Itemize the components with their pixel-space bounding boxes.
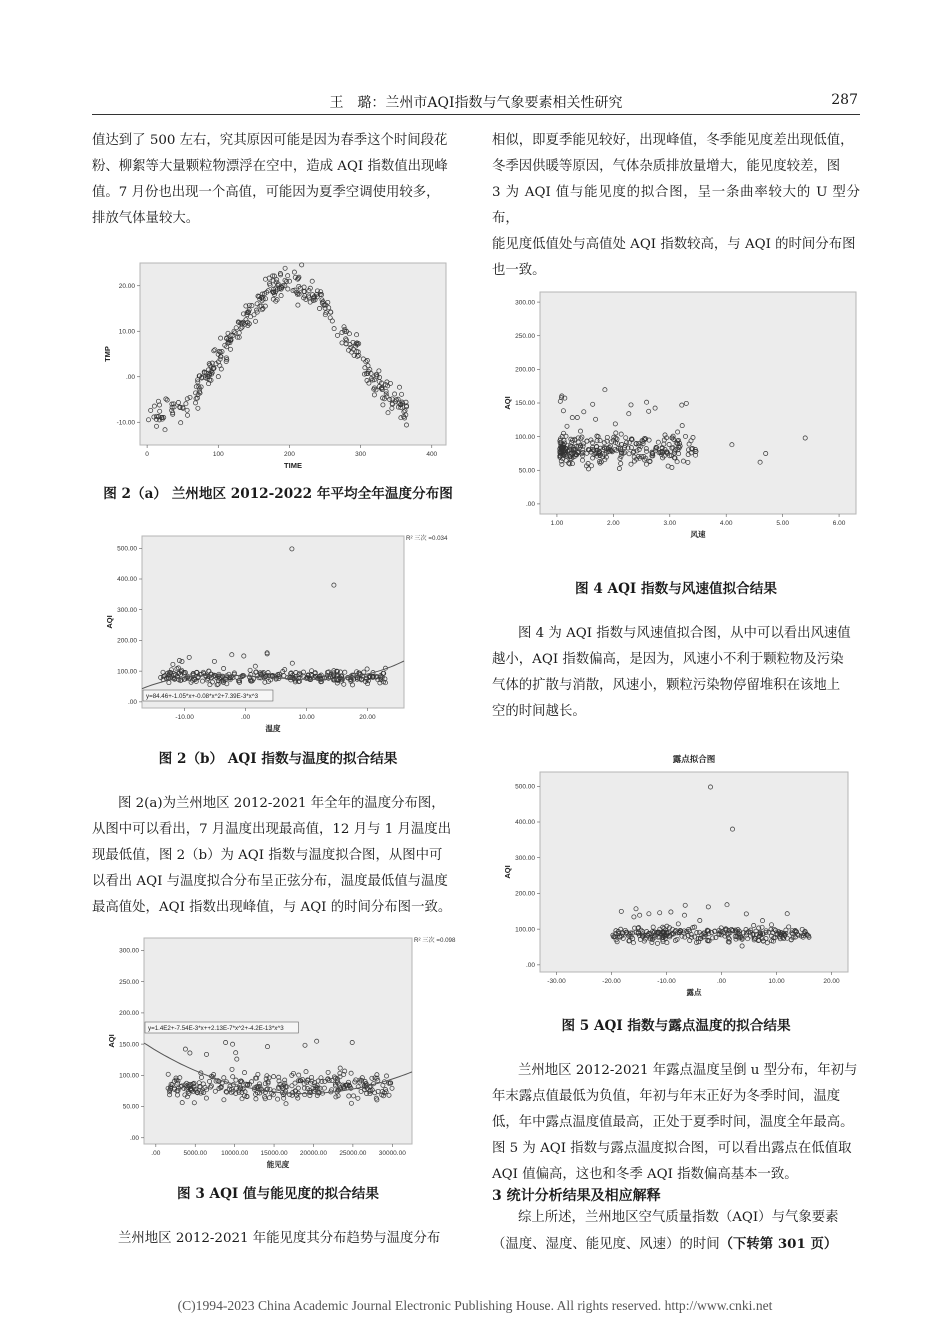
x-tick-label: 30000.00	[378, 1150, 406, 1157]
y-tick-label: 100.00	[119, 1072, 139, 1080]
x-axis-label: 风速	[690, 530, 706, 539]
x-tick-label: -10.00	[175, 714, 194, 721]
plot-area	[540, 292, 856, 514]
y-tick-label: 300.00	[117, 606, 137, 614]
y-axis-label: AQI	[503, 396, 512, 410]
right-paragraph-3	[492, 1058, 860, 1188]
text-line: 综上所述，兰州地区空气质量指数（AQI）与气象要素	[518, 1210, 839, 1225]
r-squared-label: R² 三次 =0.098	[414, 937, 456, 944]
text-line: 空的时间越长。	[492, 704, 586, 719]
y-tick-label: .00	[125, 373, 135, 381]
plot-area	[540, 772, 848, 972]
x-tick-label: -30.00	[547, 978, 566, 985]
y-tick-label: .00	[127, 699, 137, 707]
figure-5-plot	[503, 754, 848, 997]
figure-2a-caption: 图 2（a） 兰州地区 2012-2022 年平均全年温度分布图	[103, 486, 453, 502]
y-tick-label: .00	[129, 1134, 139, 1142]
x-axis-label: TIME	[284, 461, 302, 470]
y-tick-label: 300.00	[119, 947, 139, 955]
page-number: 287	[831, 92, 858, 108]
x-tick-label: 1.00	[550, 520, 564, 527]
text-line: 排放气体量较大。	[92, 211, 200, 226]
y-tick-label: 200.00	[119, 1010, 139, 1018]
figure-3-caption: 图 3 AQI 值与能见度的拟合结果	[177, 1186, 379, 1202]
text-line: 粉、柳絮等大量颗粒物漂浮在空中，造成 AQI 指数值出现峰	[92, 159, 448, 174]
left-paragraph-2	[92, 791, 464, 921]
figure-2b-plot	[105, 534, 448, 733]
y-tick-label: -10.00	[116, 419, 135, 427]
y-tick-label: 150.00	[119, 1041, 139, 1049]
right-paragraph-1	[492, 128, 860, 284]
y-tick-label: 50.00	[122, 1103, 139, 1111]
x-tick-label: 4.00	[719, 520, 733, 527]
y-tick-label: 500.00	[515, 783, 535, 791]
x-tick-label: 6.00	[832, 520, 846, 527]
y-tick-label: 500.00	[117, 545, 137, 553]
y-tick-label: 400.00	[117, 576, 137, 584]
x-tick-label: 0	[145, 451, 149, 458]
x-tick-label: 400	[426, 451, 438, 458]
running-title: 王 璐：兰州市AQI指数与气象要素相关性研究	[329, 95, 623, 111]
text-line: 图 5 为 AQI 指数与露点温度拟合图，可以看出露点在低值取	[492, 1141, 852, 1156]
y-axis-label: TMP	[103, 346, 112, 362]
x-tick-label: 10000.00	[221, 1150, 249, 1157]
y-tick-label: 50.00	[518, 467, 535, 475]
chart-title: 露点拟合图	[672, 754, 716, 764]
text-line: 值。7 月份也出现一个高值，可能因为夏季空调使用较多，	[92, 185, 440, 200]
text-line: 越小，AQI 指数偏高，是因为，风速小不利于颗粒物及污染	[492, 652, 844, 667]
text-line: 图 2(a)为兰州地区 2012-2021 年全年的温度分布图，	[118, 796, 445, 811]
x-tick-label: 3.00	[663, 520, 677, 527]
figure-2b	[104, 530, 460, 740]
text-line: 3 为 AQI 值与能见度的拟合图，呈一条曲率较大的 U 型分布，	[492, 185, 860, 226]
text-line: 图 4 为 AQI 指数与风速值拟合图，从中可以看出风速值	[518, 626, 851, 641]
y-tick-label: 150.00	[515, 400, 535, 408]
x-tick-label: 10.00	[768, 978, 785, 985]
y-tick-label: 200.00	[515, 366, 535, 374]
text-line: 兰州地区 2012-2021 年露点温度呈倒 u 型分布，年初与	[518, 1063, 858, 1078]
y-tick-label: .00	[525, 962, 535, 970]
text-line: 最高值处，AQI 指数出现峰值，与 AQI 的时间分布图一致。	[92, 900, 452, 915]
y-axis-label: AQI	[107, 1034, 116, 1048]
text-line: 从图中可以看出，7 月温度出现最高值，12 月与 1 月温度出	[92, 822, 452, 837]
text-span: （温度、湿度、能见度、风速）的时间	[492, 1237, 720, 1252]
x-axis-label: 温度	[265, 724, 281, 733]
right-paragraph-4	[492, 1205, 860, 1258]
y-tick-label: 100.00	[515, 926, 535, 934]
x-axis-label: 露点	[686, 988, 702, 997]
right-paragraph-2	[492, 621, 860, 725]
x-tick-label: 20.00	[823, 978, 840, 985]
x-tick-label: 20.00	[359, 714, 376, 721]
text-line: 气体的扩散与消散，风速小，颗粒污染物停留堆积在该地上	[492, 678, 841, 693]
x-tick-label: 5000.00	[183, 1150, 207, 1157]
figure-4	[492, 284, 862, 556]
figure-5-caption: 图 5 AQI 指数与露点温度的拟合结果	[561, 1018, 791, 1034]
text-line: 值达到了 500 左右，究其原因可能是因为春季这个时间段花	[92, 133, 448, 148]
x-tick-label: .00	[241, 714, 251, 721]
y-tick-label: 400.00	[515, 819, 535, 827]
y-axis-label: AQI	[503, 865, 512, 879]
equation-label: y=1.4E2+-7.54E-3*x++2.13E-7*x^2+-4.2E-13*x^3	[148, 1025, 284, 1032]
r-squared-label: R² 三次 =0.034	[406, 535, 448, 542]
continued-note: （下转第 301 页）	[719, 1236, 838, 1252]
text-line: 相似，即夏季能见较好，出现峰值，冬季能见度差出现低值，	[492, 133, 854, 148]
x-tick-label: 5.00	[776, 520, 789, 527]
equation-label: y=84.46+-1.05*x+-0.08*x^2+7.39E-3*x^3	[146, 693, 259, 700]
figure-2a-plot	[103, 263, 446, 470]
text-line: 也一致。	[492, 263, 546, 278]
plot-area	[144, 938, 412, 1144]
x-tick-label: 200	[284, 451, 295, 458]
text-line: 现最低值，图 2（b）为 AQI 指数与温度拟合图，从图中可	[92, 848, 443, 863]
left-paragraph-3	[92, 1226, 464, 1252]
text-line: 年末露点值最低为负值，年初与年末正好为冬季时间，温度	[492, 1089, 841, 1104]
running-header	[92, 92, 860, 115]
y-tick-label: 300.00	[515, 299, 535, 307]
figure-5	[492, 748, 862, 1004]
x-tick-label: 300	[355, 451, 367, 458]
y-tick-label: 20.00	[118, 282, 135, 290]
y-tick-label: .00	[525, 501, 535, 509]
y-tick-label: 250.00	[515, 332, 535, 340]
y-tick-label: 100.00	[515, 433, 535, 441]
x-tick-label: 20000.00	[299, 1150, 328, 1157]
x-tick-label: -10.00	[657, 978, 676, 985]
figure-4-caption: 图 4 AQI 指数与风速值拟合结果	[575, 581, 777, 597]
figure-2b-caption: 图 2（b） AQI 指数与温度的拟合结果	[158, 751, 398, 767]
y-tick-label: 250.00	[119, 978, 139, 986]
x-axis-label: 能见度	[266, 1160, 290, 1169]
text-line: 低，年中露点温度值最高，正处于夏季时间，温度全年最高。	[492, 1115, 854, 1130]
left-paragraph-1	[92, 128, 464, 232]
x-tick-label: -20.00	[602, 978, 621, 985]
y-tick-label: 10.00	[118, 328, 135, 336]
section-heading: 3 统计分析结果及相应解释	[492, 1188, 661, 1204]
copyright-footer: (C)1994-2023 China Academic Journal Electronic Publishing House. All rights reserved. http://www.cnki.net	[177, 1298, 773, 1313]
figure-4-plot	[503, 292, 856, 539]
x-tick-label: .00	[151, 1150, 161, 1157]
text-line: 以看出 AQI 与温度拟合分布呈正弦分布，温度最低值与温度	[92, 874, 448, 889]
x-tick-label: 15000.00	[260, 1150, 288, 1157]
text-line: AQI 值偏高，这也和冬季 AQI 指数偏高基本一致。	[492, 1167, 798, 1182]
text-line	[492, 1231, 860, 1258]
x-tick-label: 2.00	[607, 520, 620, 527]
x-tick-label: 10.00	[298, 714, 315, 721]
y-tick-label: 100.00	[117, 668, 137, 676]
figure-3	[104, 932, 460, 1170]
y-tick-label: 300.00	[515, 854, 535, 862]
y-tick-label: 200.00	[515, 890, 535, 898]
figure-2a	[104, 257, 454, 474]
figure-3-plot	[107, 936, 456, 1169]
y-axis-label: AQI	[105, 615, 114, 629]
text-line: 兰州地区 2012-2021 年能见度其分布趋势与温度分布	[118, 1231, 441, 1246]
x-tick-label: .00	[716, 978, 727, 985]
x-tick-label: 25000.00	[339, 1150, 367, 1157]
y-tick-label: 200.00	[117, 637, 137, 645]
x-tick-label: 100	[212, 451, 224, 458]
text-line: 冬季因供暖等原因，气体杂质排放量增大，能见度较差，图	[492, 159, 841, 174]
text-line: 能见度低值处与高值处 AQI 指数较高，与 AQI 的时间分布图	[492, 237, 856, 252]
